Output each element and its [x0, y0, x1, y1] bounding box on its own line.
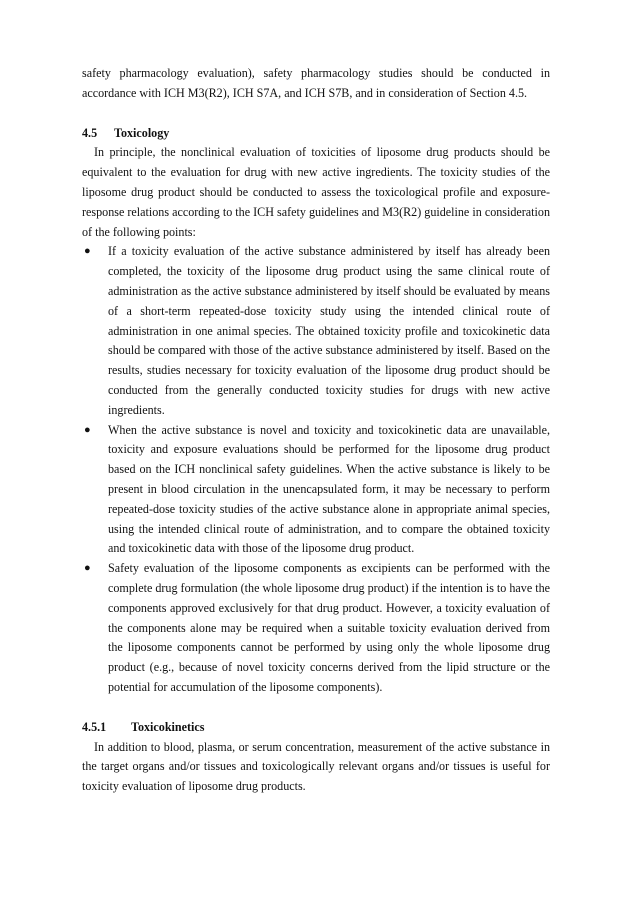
section-number: 4.5.1 [82, 719, 107, 734]
section-title: Toxicokinetics [131, 719, 205, 734]
list-item [82, 242, 550, 420]
toxicology-paragraph: In principle, the nonclinical evaluation of toxicities of liposome drug products should be equivalent to the evaluation for drug with new active ingredients. The toxicity studies of the liposome drug product should be conducted to assess the toxicological profile and exposure-response relations according to the ICH safety guidelines and M3(R2) guideline in consideration of the following points: [82, 145, 550, 239]
section-title: Toxicology [114, 125, 170, 140]
section-4-5-1-heading [82, 718, 550, 738]
bullet-icon: ● [84, 562, 91, 575]
bullet-icon: ● [84, 423, 91, 436]
list-item-text: When the active substance is novel and toxicity and toxicokinetic data are unavailable, toxicity and exposure evaluations should be performed for the liposome drug product based on the ICH nonclinical safety guidelines. When the active substance is likely to be present in blood circulation in the unencapsulated form, it may be necessary to perform repeated-dose toxicity studies of the active substance alone in appropriate animal species, using the intended clinical route of administration, and to compare the obtained toxicity and toxicokinetic data with those of the liposome drug product. [108, 422, 550, 556]
toxicokinetics-paragraph: In addition to blood, plasma, or serum concentration, measurement of the active substance in the target organs and/or tissues and toxicologically relevant organs and/or tissues is useful for toxicity evaluation of liposome drug products. [82, 739, 550, 794]
bullet-icon: ● [84, 245, 91, 258]
list-item-text: Safety evaluation of the liposome components as excipients can be performed with the complete drug formulation (the whole liposome drug product) if the intention is to have the components approved exclusively for that drug product. However, a toxicity evaluation of the components alone may be required when a suitable toxicity evaluation derived from the liposome components cannot be performed by using only the whole liposome drug product (e.g., because of novel toxicity concerns derived from the lipid structure or the potential for accumulation of the liposome components). [108, 561, 550, 694]
list-item-text: If a toxicity evaluation of the active substance administered by itself has already been completed, the toxicity of the liposome drug product using the same clinical route of administration as the active substance administered by itself should be evaluated by means of a short-term repeated-dose toxicity study using the intended clinical route of administration in one animal species. The obtained toxicity profile and toxicokinetic data should be compared with those of the active substance administered by itself. Based on the results, studies necessary for toxicity evaluation of the liposome drug product should be conducted from the generally conducted toxicity studies for drugs with new active ingredients. [108, 244, 550, 417]
section-number: 4.5 [82, 125, 98, 140]
list-item [82, 559, 550, 698]
list-item [82, 421, 550, 560]
toxicology-bullet-list [82, 242, 550, 697]
section-4-5-heading [82, 124, 550, 144]
intro-paragraph: safety pharmacology evaluation), safety pharmacology studies should be conducted in accordance with ICH M3(R2), ICH S7A, and ICH S7B, and in consideration of Section 4.5. [82, 66, 550, 100]
